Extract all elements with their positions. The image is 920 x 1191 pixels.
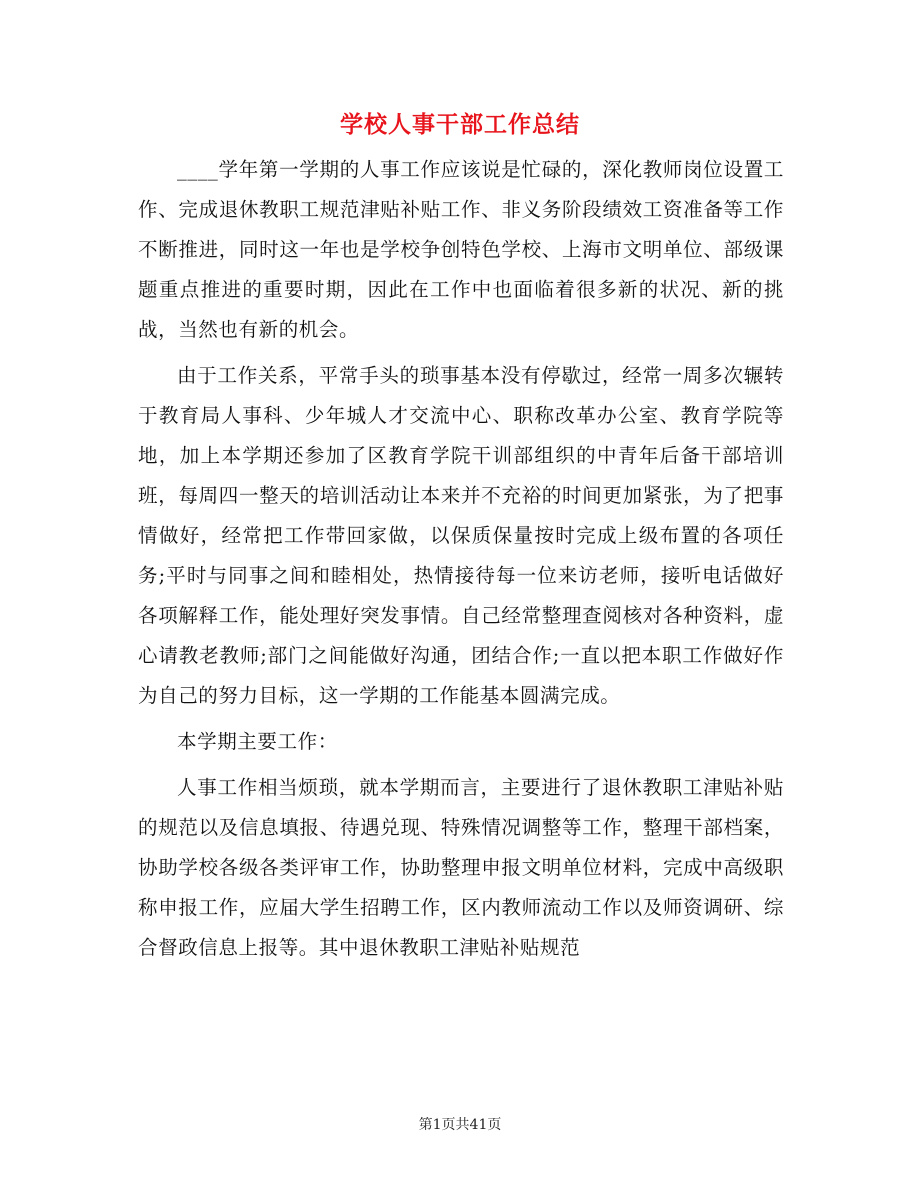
paragraph-main-work-heading: 本学期主要工作：	[177, 730, 338, 753]
page-number-footer: 第1页共41页	[418, 1117, 502, 1133]
paragraph-work-relations: 由于工作关系，平常手头的琐事基本没有停歇过，经常一周多次辗转于教育局人事科、少年城人才交流中心、职称改革办公室、教育学院等地，加上本学期还参加了区教育学院干训部组织的中青年后备干部培训班，每周四一整天的培训活动让本来并不充裕的时间更加紧张，为了把事情做好，经常把工作带回家做，以保质保量按时完成上级布置的各项任务;平时与同事之间和睦相处，热情接待每一位来访老师，接听电话做好各项解释工作，能处理好突发事情。自己经常整理查阅核对各种资料，虚心请教老教师;部门之间能做好沟通，团结合作;一直以把本职工作做好作为自己的努力目标，这一学期的工作能基本圆满完成。	[138, 364, 784, 707]
paragraph-intro: ____学年第一学期的人事工作应该说是忙碌的，深化教师岗位设置工作、完成退休教职工规范津贴补贴工作、非义务阶段绩效工资准备等工作不断推进，同时这一年也是学校争创特色学校、上海市文明单位、部级课题重点推进的重要时期，因此在工作中也面临着很多新的状况、新的挑战，当然也有新的机会。	[138, 158, 784, 341]
document-title: 学校人事干部工作总结	[340, 111, 580, 138]
document-body	[138, 150, 784, 968]
paragraph-main-work-detail: 人事工作相当烦琐，就本学期而言，主要进行了退休教职工津贴补贴的规范以及信息填报、待遇兑现、特殊情况调整等工作，整理干部档案，协助学校各级各类评审工作，协助整理申报文明单位材料，完成中高级职称申报工作，应届大学生招聘工作，区内教师流动工作以及师资调研、综合督政信息上报等。其中退休教职工津贴补贴规范	[138, 776, 784, 959]
